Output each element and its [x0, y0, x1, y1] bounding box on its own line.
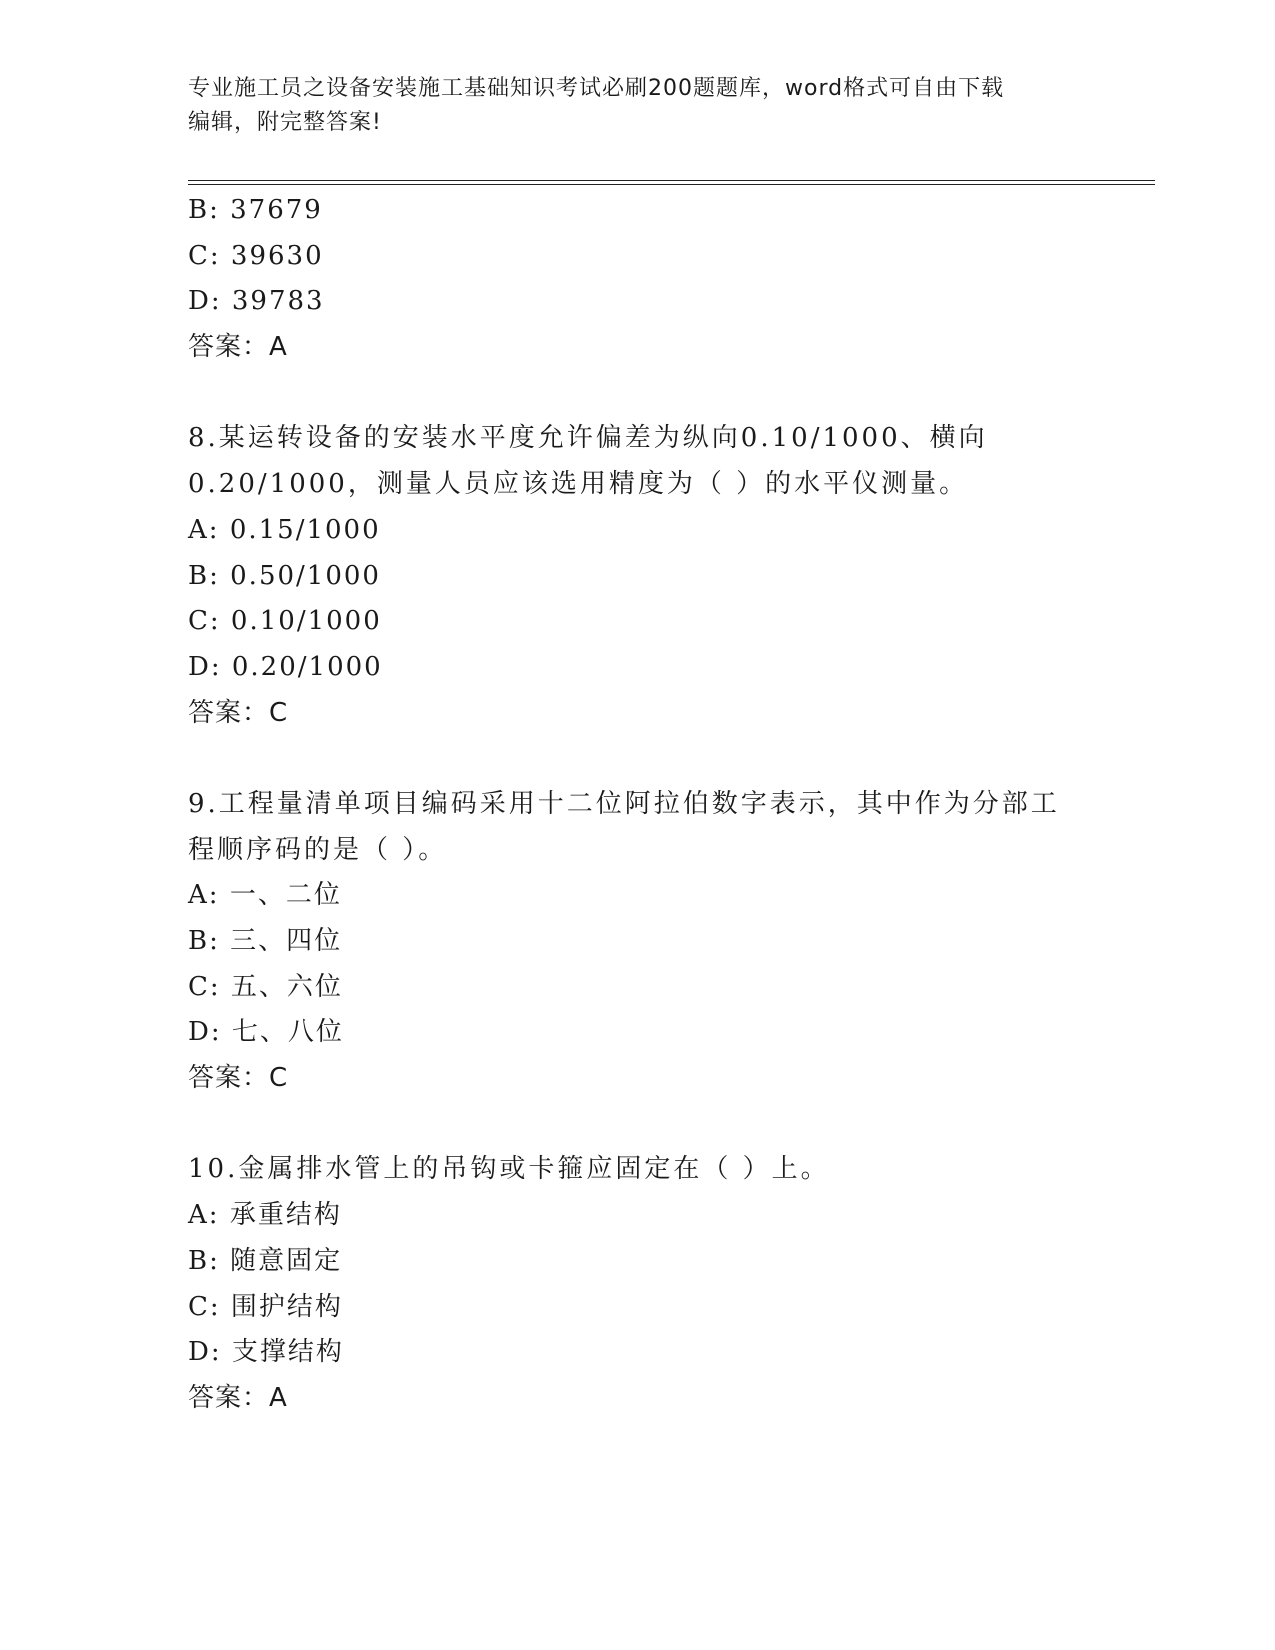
- document-body: [188, 188, 1088, 1467]
- option-d: D: 七、八位: [188, 1017, 344, 1048]
- question-10: [188, 1147, 1088, 1421]
- option-a: A: 0.15/1000: [188, 514, 381, 545]
- question-stem: 10.金属排水管上的吊钩或卡箍应固定在（ ）上。: [188, 1154, 830, 1185]
- option-c: C: 五、六位: [188, 971, 343, 1002]
- question-9: [188, 782, 1088, 1102]
- answer-line: 答案：A: [188, 332, 288, 363]
- option-d: D: 支撑结构: [188, 1337, 344, 1368]
- option-a: A: 一、二位: [188, 880, 342, 911]
- question-stem: 9.工程量清单项目编码采用十二位阿拉伯数字表示，其中作为分部工 程顺序码的是（ ）。: [188, 788, 1060, 865]
- answer-line: 答案：C: [188, 1063, 289, 1094]
- answer-line: 答案：A: [188, 1382, 288, 1413]
- header-title-line-2: 编辑，附完整答案!: [188, 110, 382, 135]
- option-b: B: 三、四位: [188, 926, 343, 956]
- header-title-line-1: 专业施工员之设备安装施工基础知识考试必刷200题题库，word格式可自由下载: [188, 76, 1005, 101]
- option-b: B: 随意固定: [188, 1245, 343, 1276]
- option-c: C: 围护结构: [188, 1291, 343, 1322]
- question-8: [188, 416, 1088, 736]
- option-d: D: 39783: [188, 286, 325, 317]
- question-continued: [188, 188, 1088, 371]
- header-divider: [188, 180, 1155, 185]
- option-d: D: 0.20/1000: [188, 651, 383, 682]
- option-b: B: 37679: [188, 195, 323, 225]
- question-stem: 8.某运转设备的安装水平度允许偏差为纵向0.10/1000、横向 0.20/1000，测量人员应该选用精度为（ ）的水平仪测量。: [188, 423, 988, 500]
- option-b: B: 0.50/1000: [188, 560, 381, 591]
- option-c: C: 39630: [188, 240, 324, 271]
- option-c: C: 0.10/1000: [188, 606, 382, 637]
- option-a: A: 承重结构: [188, 1200, 342, 1231]
- page-header: [188, 72, 1068, 140]
- answer-line: 答案：C: [188, 697, 289, 728]
